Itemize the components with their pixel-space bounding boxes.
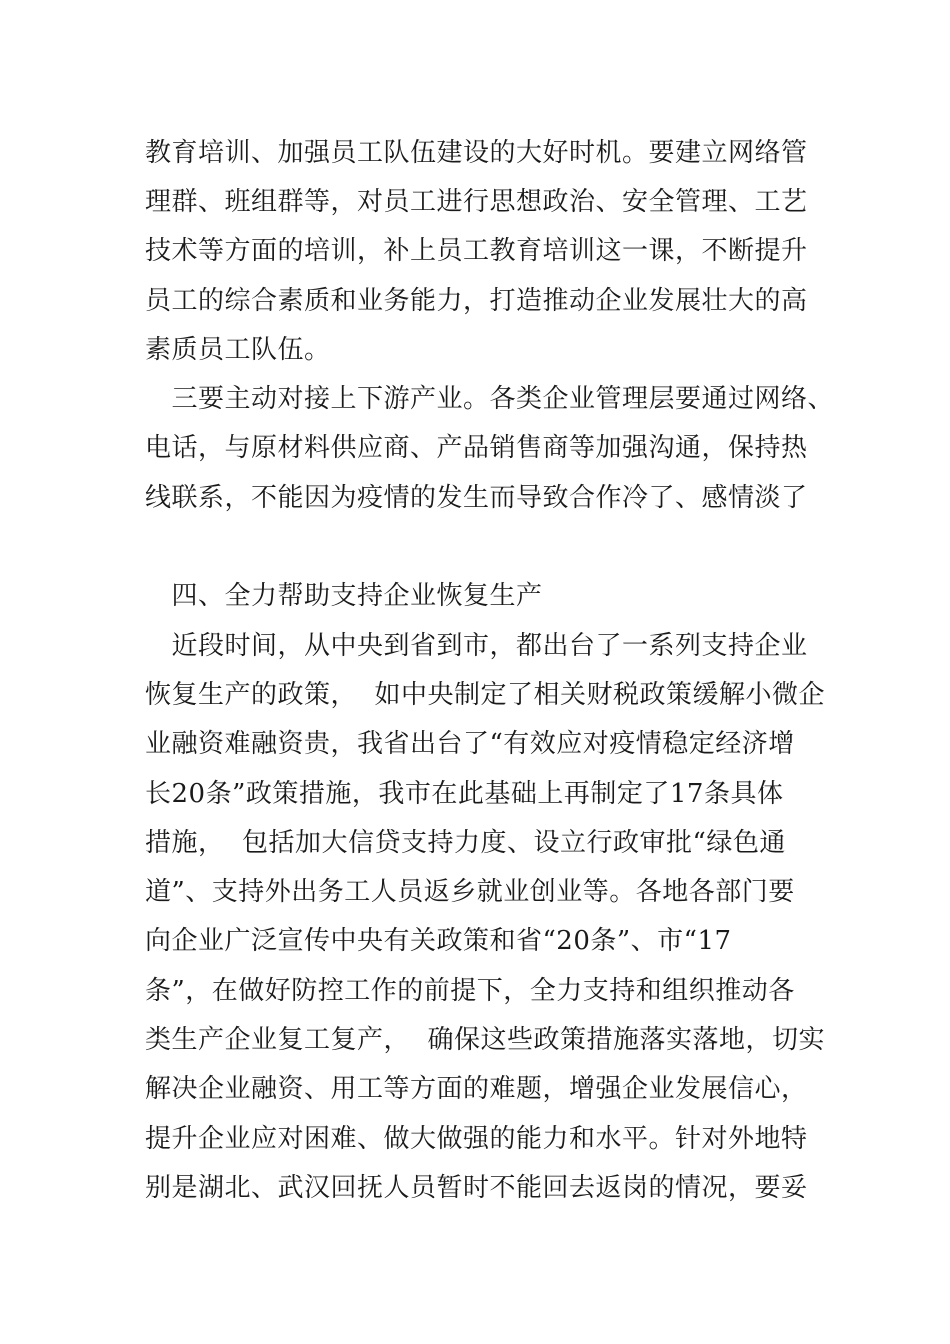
section-heading: 四、全力帮助支持企业恢复生产 bbox=[145, 581, 543, 611]
text-line: 三要主动对接上下游产业。各类企业管理层要通过网络、 bbox=[145, 384, 835, 414]
text-line: 长20条”政策措施，我市在此基础上再制定了17条具体 bbox=[145, 779, 784, 809]
text-line: 提升企业应对困难、做大做强的能力和水平。针对外地特 bbox=[145, 1124, 808, 1154]
text-line: 电话，与原材料供应商、产品销售商等加强沟通，保持热 bbox=[145, 433, 808, 463]
text-line: 线联系，不能因为疫情的发生而导致合作冷了、感情淡了 bbox=[145, 483, 808, 513]
text-line: 员工的综合素质和业务能力，打造推动企业发展壮大的高 bbox=[145, 286, 808, 316]
text-line: 素质员工队伍。 bbox=[145, 335, 331, 365]
text-line: 业融资难融资贵，我省出台了“有效应对疫情稳定经济增 bbox=[145, 729, 795, 759]
text-line: 近段时间，从中央到省到市，都出台了一系列支持企业 bbox=[145, 631, 808, 661]
text-line: 技术等方面的培训，补上员工教育培训这一课，不断提升 bbox=[145, 236, 808, 266]
text-line: 类生产企业复工复产， 确保这些政策措施落实落地，切实 bbox=[145, 1025, 826, 1055]
text-line: 教育培训、加强员工队伍建设的大好时机。要建立网络管 bbox=[145, 138, 808, 168]
text-line: 措施， 包括加大信贷支持力度、设立行政审批“绿色通 bbox=[145, 828, 786, 858]
text-line: 条”，在做好防控工作的前提下，全力支持和组织推动各 bbox=[145, 976, 795, 1006]
text-line: 解决企业融资、用工等方面的难题，增强企业发展信心， bbox=[145, 1074, 808, 1104]
text-line: 理群、班组群等，对员工进行思想政治、安全管理、工艺 bbox=[145, 187, 808, 217]
text-line: 恢复生产的政策， 如中央制定了相关财税政策缓解小微企 bbox=[145, 680, 826, 710]
text-line: 道”、支持外出务工人员返乡就业创业等。各地各部门要 bbox=[145, 877, 795, 907]
text-line: 别是湖北、武汉回抚人员暂时不能回去返岗的情况，要妥 bbox=[145, 1173, 808, 1203]
text-line: 向企业广泛宣传中央有关政策和省“20条”、市“17 bbox=[145, 926, 732, 956]
